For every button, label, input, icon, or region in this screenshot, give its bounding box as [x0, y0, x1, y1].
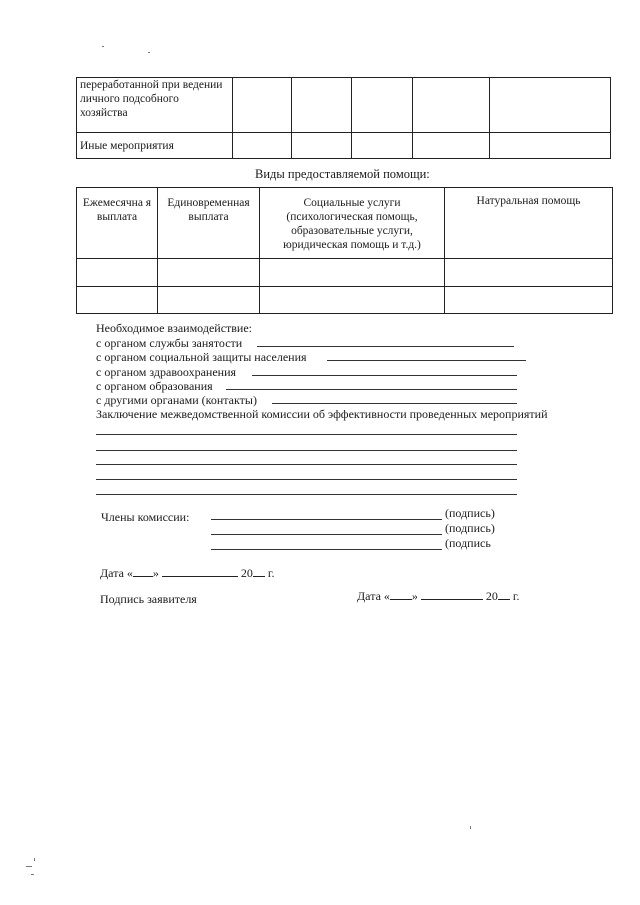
table-cell — [490, 78, 611, 133]
interaction-label: с органом социальной защиты населения — [96, 350, 307, 364]
date-prefix: Дата « — [357, 589, 390, 603]
scan-speck — [26, 866, 32, 867]
table-header-row — [77, 188, 613, 259]
table-cell — [233, 78, 292, 133]
date-year: 20 — [485, 589, 498, 603]
table-cell: Иные мероприятия — [77, 133, 233, 159]
date-year-blank — [253, 566, 265, 577]
table-row — [77, 78, 611, 133]
scan-speck — [31, 874, 34, 875]
interaction-item-employment — [96, 337, 242, 351]
date-suffix: г. — [267, 566, 275, 580]
table-cell — [292, 133, 352, 159]
interaction-item-social-protection — [96, 351, 307, 365]
table-cell — [77, 287, 158, 314]
scan-speck — [470, 826, 471, 829]
table-cell — [158, 259, 260, 287]
activities-table — [76, 77, 611, 159]
date-day-blank — [133, 566, 153, 577]
table-cell — [413, 78, 490, 133]
scan-speck — [102, 46, 104, 47]
date-right — [357, 589, 520, 604]
table-cell — [158, 287, 260, 314]
scan-speck — [34, 858, 35, 861]
assistance-caption: Виды предоставляемой помощи: — [255, 167, 430, 181]
signature-caption: (подпись) — [445, 506, 495, 520]
table-cell — [413, 133, 490, 159]
interaction-label: с органом службы занятости — [96, 336, 243, 350]
conclusion-title: Заключение межведомственной комиссии об эффективности проведенных мероприятий — [96, 407, 548, 421]
date-middle: » — [152, 566, 159, 580]
interaction-item-other — [96, 394, 257, 408]
commission-label: Члены комиссии: — [101, 510, 190, 524]
interaction-title: Необходимое взаимодействие: — [96, 321, 253, 335]
table-cell — [233, 133, 292, 159]
table-row — [77, 287, 613, 314]
header-in-kind-assistance: Натуральная помощь — [445, 188, 613, 259]
table-cell — [352, 78, 413, 133]
table-cell — [260, 287, 445, 314]
interaction-item-healthcare — [96, 366, 236, 380]
table-row — [77, 133, 611, 159]
date-month-blank — [162, 566, 238, 577]
date-year: 20 — [240, 566, 253, 580]
applicant-signature-label: Подпись заявителя — [100, 592, 197, 606]
interaction-label: с другими органами (контакты) — [96, 393, 257, 407]
date-left — [100, 566, 275, 581]
assistance-table — [76, 187, 613, 314]
interaction-label: с органом здравоохранения — [96, 365, 237, 379]
date-month-blank — [421, 589, 483, 600]
date-prefix: Дата « — [100, 566, 133, 580]
date-day-blank — [390, 589, 412, 600]
header-social-services: Социальные услуги (психологическая помощь, образовательные услуги, юридическая помощь и т.д.) — [260, 188, 445, 259]
table-cell: переработанной при ведении личного подсобного хозяйства — [77, 78, 233, 133]
table-cell — [260, 259, 445, 287]
table-row — [77, 259, 613, 287]
scan-speck — [148, 52, 150, 53]
interaction-label: с органом образования — [96, 379, 213, 393]
table-cell — [445, 259, 613, 287]
table-cell — [490, 133, 611, 159]
signature-caption: (подпись) — [445, 521, 495, 535]
header-monthly-payment: Ежемесячна я выплата — [77, 188, 158, 259]
table-cell — [77, 259, 158, 287]
table-cell — [352, 133, 413, 159]
date-suffix: г. — [512, 589, 520, 603]
interaction-item-education — [96, 380, 213, 394]
table-cell — [445, 287, 613, 314]
table-cell — [292, 78, 352, 133]
header-lump-sum-payment: Единовременная выплата — [158, 188, 260, 259]
signature-caption: (подпись — [445, 536, 491, 550]
date-year-blank — [498, 589, 510, 600]
date-middle: » — [411, 589, 418, 603]
